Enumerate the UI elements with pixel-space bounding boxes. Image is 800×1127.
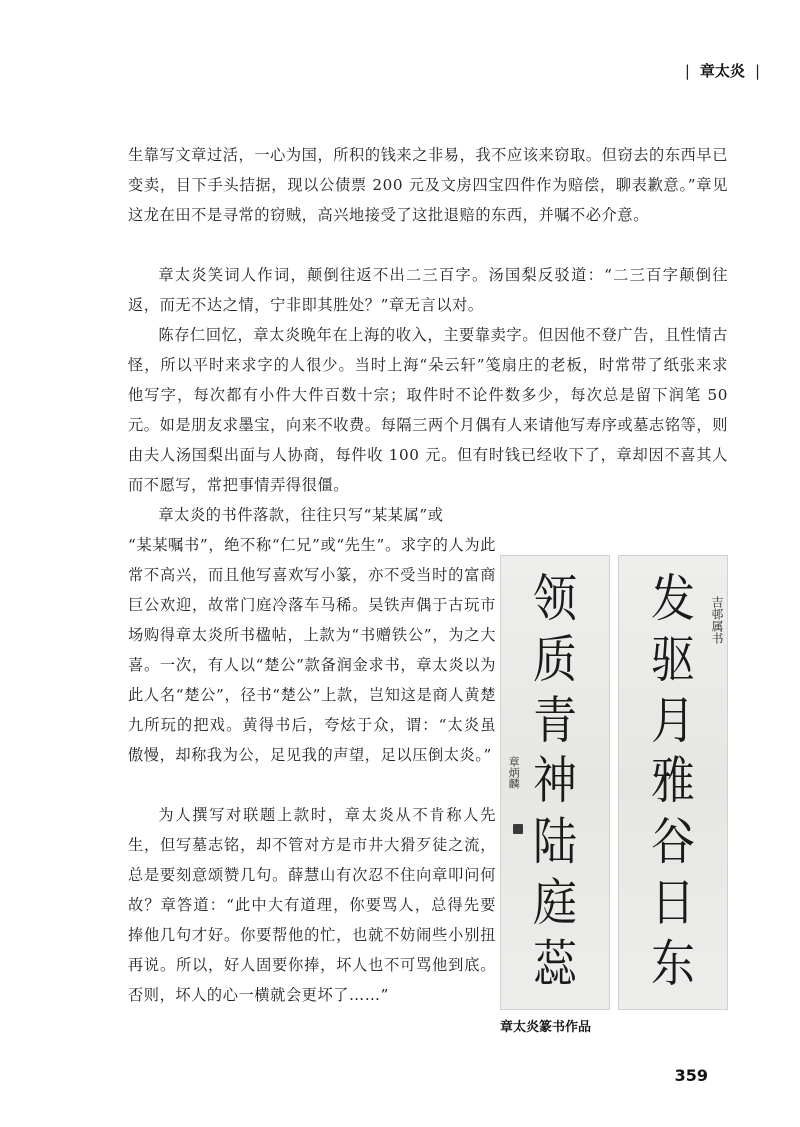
right-scroll-glyph-7: 东 bbox=[651, 934, 695, 994]
header-bar-left: | bbox=[684, 61, 690, 80]
left-scroll-glyph-6: 庭 bbox=[533, 873, 577, 933]
left-scroll-glyph-1: 领 bbox=[533, 570, 577, 630]
scroll-signature: 章炳麟 bbox=[507, 756, 521, 789]
header-bar-right: | bbox=[754, 61, 760, 80]
left-scroll-glyph-3: 青 bbox=[533, 691, 577, 751]
left-scroll-glyph-2: 质 bbox=[533, 631, 577, 690]
running-header bbox=[685, 60, 760, 81]
paragraph-3: 陈存仁回忆，章太炎晚年在上海的收入，主要靠卖字。但因他不登广告，且性情古怪，所以平时来求字的人很少。当时上海“朵云轩”笺扇庄的老板，时常带了纸张来求他写字，每次都有小件大件百数十宗；取件时不论件数多少，每次总是留下润笔 50 元。如是朋友求墨宝，向来不收费。每隔三两个月偶有人来请他写寿序或墓志铭等，则由夫人汤国梨出面与人协商，每件收 100 元。但有时钱已经收下了，章却因不喜其人而不愿写，常把事情弄得很僵。 bbox=[128, 326, 728, 494]
paragraph-2: 章太炎笑词人作词，颠倒往返不出二三百字。汤国梨反驳道：“二三百字颠倒往返，而无不达之情，宁非即其胜处？”章无言以对。 bbox=[128, 266, 728, 314]
right-scroll-glyph-6: 日 bbox=[651, 873, 695, 933]
left-scroll-glyph-4: 神 bbox=[533, 752, 577, 812]
paragraph-1: 生靠写文章过活，一心为国，所积的钱来之非易，我不应该来窃取。但窃去的东西早已变卖，目下手头拮据，现以公债票 200 元及文房四宝四件作为赔偿，聊表歉意。”章见这龙在田不是寻常的窃贼，高兴地接受了这批退赔的东西，并嘱不必介意。 bbox=[128, 146, 728, 224]
paragraph-4-line1: 章太炎的书件落款，往往只写“某某属”或 bbox=[158, 506, 444, 524]
right-scroll-glyph-3: 月 bbox=[651, 691, 695, 751]
right-scroll-glyph-2: 驱 bbox=[651, 631, 695, 690]
left-scroll-glyph-7: 蕊 bbox=[533, 934, 577, 994]
page-number: 359 bbox=[674, 1066, 708, 1085]
calligraphy-scroll-left bbox=[500, 555, 610, 1010]
calligraphy-scroll-right bbox=[618, 555, 728, 1010]
right-scroll-glyph-1: 发 bbox=[651, 570, 695, 630]
seal-icon bbox=[513, 824, 523, 834]
figure-caption: 章太炎篆书作品 bbox=[500, 1020, 592, 1035]
paragraph-5: 为人撰写对联题上款时，章太炎从不肯称人先生，但写墓志铭，却不管对方是市井大猾歹徒之流，总是要刻意颂赞几句。薛慧山有次忍不住向章叩问何故？章答道：“此中大有道理，你要骂人，总得先要捧他几句才好。你要帮他的忙，也就不妨闹些小别扭再说。所以，好人固要你捧，坏人也不可骂他到底。否则，坏人的心一横就会更坏了……” bbox=[128, 806, 496, 1004]
left-scroll-glyph-5: 陆 bbox=[533, 813, 577, 872]
header-title: 章太炎 bbox=[699, 62, 745, 80]
right-scroll-glyph-5: 谷 bbox=[651, 813, 695, 872]
calligraphy-figure bbox=[500, 555, 728, 1010]
right-scroll-glyph-4: 雅 bbox=[651, 752, 695, 812]
paragraph-4-rest: “某某嘱书”，绝不称“仁兄”或“先生”。求字的人为此常不高兴，而且他写喜欢写小篆，亦不受当时的富商巨公欢迎，故常门庭冷落车马稀。吴铁声偶于古玩市场购得章太炎所书楹帖，上款为“书赠铁公”，为之大喜。一次，有人以“楚公”款备润金求书，章太炎以为此人名“楚公”，径书“楚公”上款，岂知这是商人黄楚九所玩的把戏。黄得书后，夸炫于众，谓：“太炎虽傲慢，却称我为公，足见我的声望，足以压倒太炎。” bbox=[128, 536, 496, 764]
scroll-dedication: 吉邨属书 bbox=[710, 596, 724, 644]
